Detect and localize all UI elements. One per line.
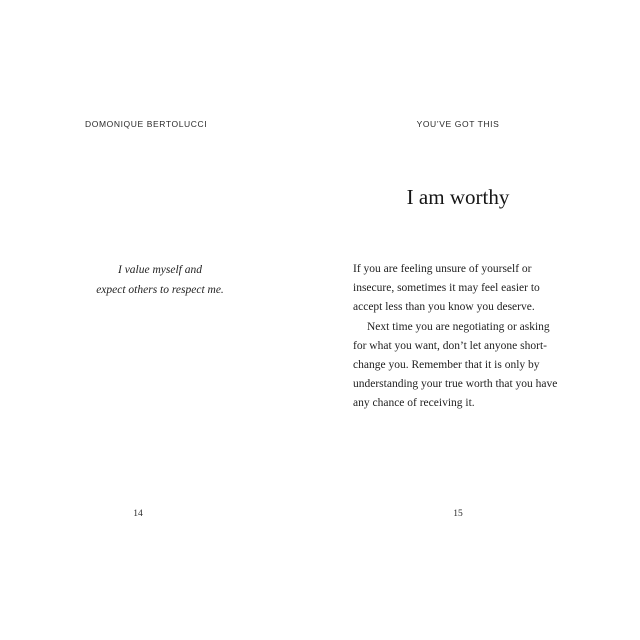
body-line: change you. Remember that it is only by bbox=[353, 359, 540, 372]
body-line: accept less than you know you deserve. bbox=[353, 301, 535, 314]
right-page bbox=[320, 0, 640, 640]
body-line: insecure, sometimes it may feel easier to bbox=[353, 282, 540, 295]
affirmation-line: I value myself and bbox=[118, 264, 202, 276]
book-title-running-head: YOU’VE GOT THIS bbox=[416, 119, 500, 129]
body-paragraphs bbox=[353, 260, 583, 414]
page-number-left: 14 bbox=[133, 509, 143, 519]
body-line: Next time you are negotiating or asking bbox=[367, 320, 550, 333]
author-running-head: DOMONIQUE BERTOLUCCI bbox=[85, 119, 208, 129]
body-line: any chance of receiving it. bbox=[353, 397, 475, 410]
body-line: If you are feeling unsure of yourself or bbox=[353, 263, 532, 275]
body-line: for what you want, don’t let anyone short- bbox=[353, 339, 547, 352]
chapter-title: I am worthy bbox=[406, 185, 510, 209]
affirmation-line: expect others to respect me. bbox=[96, 284, 224, 296]
body-line: understanding your true worth that you have bbox=[353, 378, 558, 391]
page-number-right: 15 bbox=[453, 509, 463, 519]
affirmation-quote bbox=[60, 260, 260, 300]
